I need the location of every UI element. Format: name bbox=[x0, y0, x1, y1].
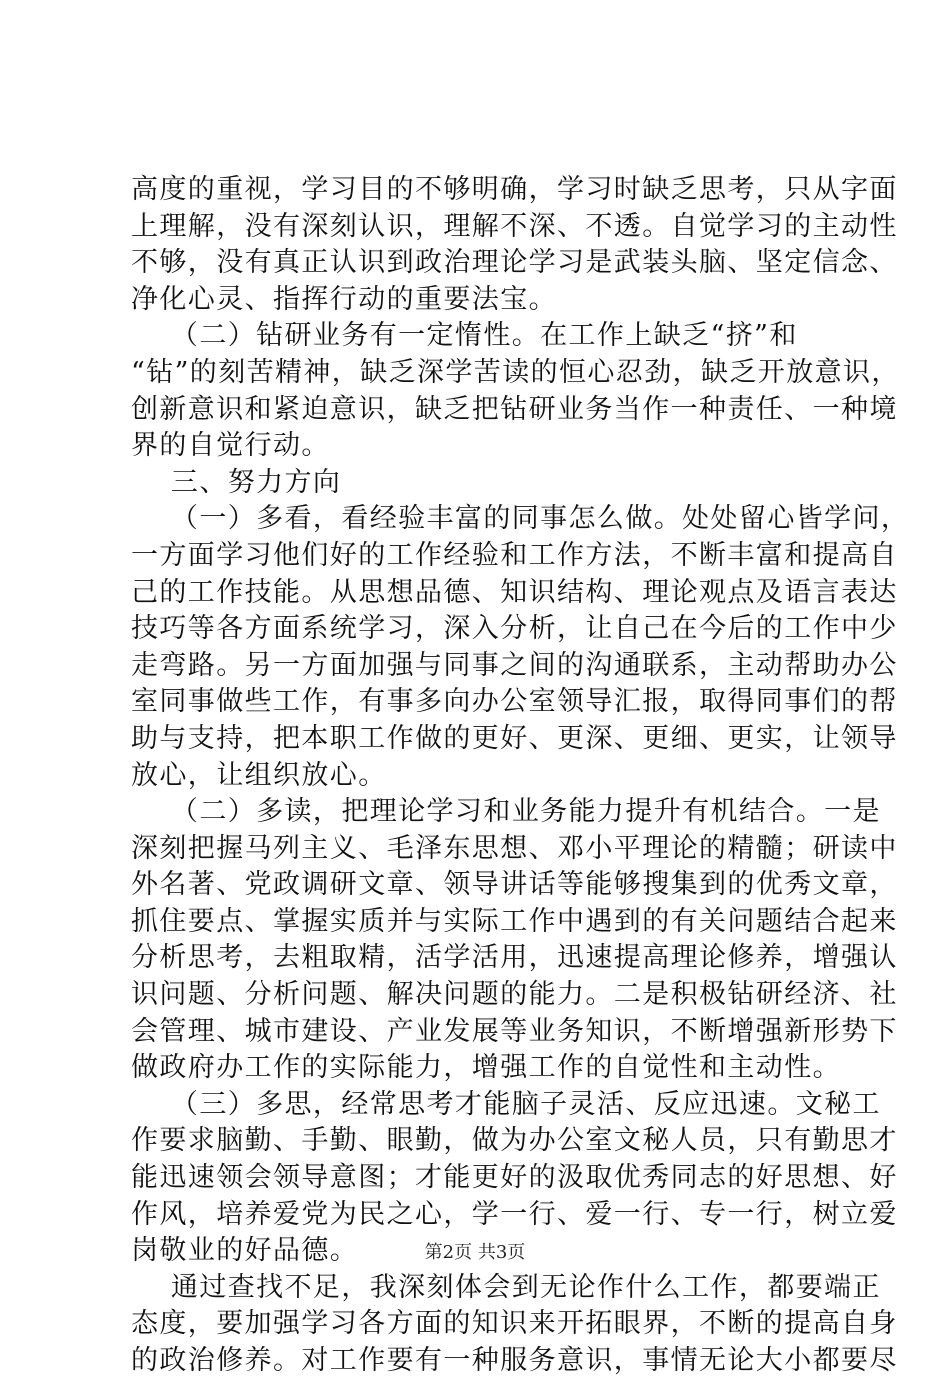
text-line: 识问题、分析问题、解决问题的能力。二是积极钻研经济、社 bbox=[131, 979, 898, 1011]
page-number: 第2页 共3页 bbox=[424, 1242, 526, 1263]
page-footer bbox=[0, 1240, 950, 1266]
text-line: 室同事做些工作，有事多向办公室领导汇报，取得同事们的帮 bbox=[131, 686, 898, 718]
text-line: 净化心灵、指挥行动的重要法宝。 bbox=[131, 283, 557, 315]
text-line: 助与支持，把本职工作做的更好、更深、更细、更实，让领导 bbox=[131, 722, 898, 754]
text-line: 态度，要加强学习各方面的知识来开拓眼界，不断的提高自身 bbox=[131, 1308, 898, 1340]
text-line: 做政府办工作的实际能力，增强工作的自觉性和主动性。 bbox=[131, 1052, 841, 1084]
text-line: 放心，让组织放心。 bbox=[131, 759, 387, 791]
text-line: 高度的重视，学习目的不够明确，学习时缺乏思考，只从字面 bbox=[131, 174, 898, 205]
text-line: 不够，没有真正认识到政治理论学习是武装头脑、坚定信念、 bbox=[131, 247, 898, 279]
text-line: （三）多思，经常思考才能脑子灵活、反应迅速。文秘工 bbox=[131, 1088, 881, 1120]
text-line: 通过查找不足，我深刻体会到无论作什么工作，都要端正 bbox=[131, 1271, 881, 1303]
text-line: 岗敬业的好品德。 bbox=[131, 1235, 359, 1267]
text-line: 界的自觉行动。 bbox=[131, 430, 330, 462]
text-line: 作风，培养爱党为民之心，学一行、爱一行、专一行，树立爱 bbox=[131, 1198, 898, 1230]
text-line: 一方面学习他们好的工作经验和工作方法，不断丰富和提高自 bbox=[131, 539, 898, 571]
text-line: 作要求脑勤、手勤、眼勤，做为办公室文秘人员，只有勤思才 bbox=[131, 1125, 898, 1157]
document-body bbox=[131, 172, 910, 1380]
text-line: 会管理、城市建设、产业发展等业务知识，不断增强新形势下 bbox=[131, 1015, 898, 1047]
text-line: 的政治修养。对工作要有一种服务意识，事情无论大小都要尽 bbox=[131, 1345, 898, 1376]
text-line: （二）钻研业务有一定惰性。在工作上缺乏“挤”和 bbox=[131, 320, 798, 352]
text-line: 抓住要点、掌握实质并与实际工作中遇到的有关问题结合起来 bbox=[131, 905, 898, 937]
text-line: “钻”的刻苦精神，缺乏深学苦读的恒心忍劲，缺乏开放意识， bbox=[131, 356, 900, 388]
text-line: （二）多读，把理论学习和业务能力提升有机结合。一是 bbox=[131, 796, 881, 828]
text-line: 走弯路。另一方面加强与同事之间的沟通联系，主动帮助办公 bbox=[131, 649, 898, 681]
section-heading: 三、努力方向 bbox=[131, 466, 342, 498]
text-line: 己的工作技能。从思想品德、知识结构、理论观点及语言表达 bbox=[131, 576, 898, 608]
text-line: 技巧等各方面系统学习，深入分析，让自己在今后的工作中少 bbox=[131, 613, 898, 645]
text-line: 分析思考，去粗取精，活学活用，迅速提高理论修养，增强认 bbox=[131, 942, 898, 974]
text-line: 创新意识和紧迫意识，缺乏把钻研业务当作一种责任、一种境 bbox=[131, 393, 898, 425]
text-line: 深刻把握马列主义、毛泽东思想、邓小平理论的精髓；研读中 bbox=[131, 832, 898, 864]
text-line: 上理解，没有深刻认识，理解不深、不透。自觉学习的主动性 bbox=[131, 210, 898, 242]
text-line: （一）多看，看经验丰富的同事怎么做。处处留心皆学问， bbox=[131, 503, 910, 535]
text-line: 外名著、党政调研文章、领导讲话等能够搜集到的优秀文章， bbox=[131, 869, 898, 901]
text-line: 能迅速领会领导意图；才能更好的汲取优秀同志的好思想、好 bbox=[131, 1162, 898, 1194]
